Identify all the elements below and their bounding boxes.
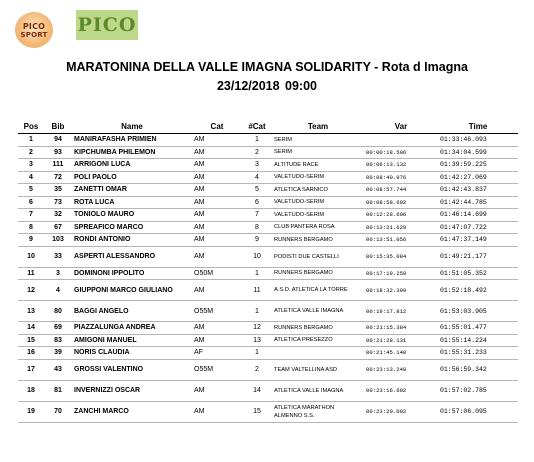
- cell-name: RONDI ANTONIO: [72, 234, 192, 247]
- cell-ncat: 15: [242, 401, 272, 422]
- cell-bib: 94: [44, 134, 72, 147]
- cell-bib: 103: [44, 234, 72, 247]
- cell-cat: O55M: [192, 359, 242, 380]
- cell-name: SPREAFICO MARCO: [72, 221, 192, 234]
- cell-bib: 67: [44, 221, 72, 234]
- cell-cat: AM: [192, 209, 242, 222]
- cell-team: ATLETICA MARATHON ALMENNO S.S.: [272, 401, 364, 422]
- cell-name: BAGGI ANGELO: [72, 301, 192, 322]
- cell-time: 01:49:21.177: [438, 246, 518, 267]
- cell-cat: AM: [192, 184, 242, 197]
- cell-name: MANIRAFASHA PRIMIEN: [72, 134, 192, 147]
- cell-time: 01:47:07.722: [438, 221, 518, 234]
- cell-time: 01:55:14.224: [438, 334, 518, 347]
- cell-cat: AM: [192, 171, 242, 184]
- cell-ncat: 2: [242, 359, 272, 380]
- cell-cat: O50M: [192, 267, 242, 280]
- cell-var: 00:19:17.812: [364, 301, 438, 322]
- cell-ncat: 5: [242, 184, 272, 197]
- cell-pos: 16: [18, 347, 44, 360]
- cell-var: 00:08:40.976: [364, 171, 438, 184]
- cell-cat: AM: [192, 221, 242, 234]
- cell-pos: 7: [18, 209, 44, 222]
- cell-team: RUNNERS BERGAMO: [272, 322, 364, 335]
- cell-bib: 73: [44, 196, 72, 209]
- header-var: Var: [364, 120, 438, 134]
- cell-var: 00:23:13.249: [364, 359, 438, 380]
- cell-ncat: 4: [242, 171, 272, 184]
- cell-team: [272, 347, 364, 360]
- cell-pos: 17: [18, 359, 44, 380]
- cell-cat: AM: [192, 159, 242, 172]
- cell-team: ATLETICA VALLE IMAGNA: [272, 301, 364, 322]
- cell-ncat: 7: [242, 209, 272, 222]
- cell-time: 01:57:02.785: [438, 380, 518, 401]
- cell-time: 01:42:43.837: [438, 184, 518, 197]
- page-title: MARATONINA DELLA VALLE IMAGNA SOLIDARITY - Rota d Imagna: [66, 60, 468, 74]
- cell-cat: O55M: [192, 301, 242, 322]
- cell-time: 01:53:03.905: [438, 301, 518, 322]
- cell-team: RUNNERS BERGAMO: [272, 234, 364, 247]
- cell-ncat: 11: [242, 280, 272, 301]
- cell-time: 01:56:59.342: [438, 359, 518, 380]
- cell-var: 00:12:28.606: [364, 209, 438, 222]
- cell-team: VALETUDO-SERIM: [272, 209, 364, 222]
- cell-ncat: 12: [242, 322, 272, 335]
- cell-bib: 70: [44, 401, 72, 422]
- table-row: [18, 380, 518, 401]
- cell-team: SERIM: [272, 134, 364, 147]
- cell-team: TEAM VALTELLINA ASD: [272, 359, 364, 380]
- header-time: Time: [438, 120, 518, 134]
- cell-var: 00:21:28.131: [364, 334, 438, 347]
- cell-pos: 12: [18, 280, 44, 301]
- cell-ncat: 13: [242, 334, 272, 347]
- cell-pos: 2: [18, 146, 44, 159]
- cell-ncat: 3: [242, 159, 272, 172]
- cell-time: 01:46:14.699: [438, 209, 518, 222]
- cell-time: 01:42:27.069: [438, 171, 518, 184]
- cell-pos: 1: [18, 134, 44, 147]
- logo-text-line2: SPORT: [20, 31, 48, 39]
- cell-name: ASPERTI ALESSANDRO: [72, 246, 192, 267]
- cell-cat: AM: [192, 322, 242, 335]
- cell-team: RUNNERS BERGAMO: [272, 267, 364, 280]
- cell-ncat: 1: [242, 347, 272, 360]
- table-row: [18, 322, 518, 335]
- cell-var: 00:06:13.132: [364, 159, 438, 172]
- cell-var: 00:15:35.084: [364, 246, 438, 267]
- cell-cat: AM: [192, 196, 242, 209]
- cell-ncat: 1: [242, 267, 272, 280]
- table-row: [18, 334, 518, 347]
- table-row: [18, 401, 518, 422]
- cell-pos: 19: [18, 401, 44, 422]
- cell-bib: 39: [44, 347, 72, 360]
- pico-logo-text: PICO: [77, 14, 137, 36]
- cell-team: VALETUDO-SERIM: [272, 196, 364, 209]
- cell-var: 00:21:15.384: [364, 322, 438, 335]
- cell-name: ARRIGONI LUCA: [72, 159, 192, 172]
- cell-team: CLUB PANTERA ROSA: [272, 221, 364, 234]
- cell-bib: 32: [44, 209, 72, 222]
- cell-cat: AM: [192, 280, 242, 301]
- cell-team: ATLETICA PRESEZZO: [272, 334, 364, 347]
- cell-ncat: 1: [242, 134, 272, 147]
- cell-name: POLI PAOLO: [72, 171, 192, 184]
- cell-var: 00:23:20.002: [364, 401, 438, 422]
- results-table: [18, 120, 518, 423]
- cell-time: 01:47:37.149: [438, 234, 518, 247]
- race-date-time: 23/12/2018 09:00: [216, 79, 317, 93]
- cell-name: ROTA LUCA: [72, 196, 192, 209]
- cell-pos: 3: [18, 159, 44, 172]
- cell-ncat: 2: [242, 146, 272, 159]
- cell-pos: 10: [18, 246, 44, 267]
- cell-time: 01:33:46.093: [438, 134, 518, 147]
- table-row: [18, 301, 518, 322]
- cell-bib: 81: [44, 380, 72, 401]
- header-cat: Cat: [192, 120, 242, 134]
- header-pos: Pos: [18, 120, 44, 134]
- cell-time: 01:55:01.477: [438, 322, 518, 335]
- table-header-row: [18, 120, 518, 134]
- header-ncat: #Cat: [242, 120, 272, 134]
- cell-pos: 8: [18, 221, 44, 234]
- table-row: [18, 246, 518, 267]
- cell-bib: 111: [44, 159, 72, 172]
- pico-sport-logo: [16, 13, 52, 47]
- cell-name: ZANETTI OMAR: [72, 184, 192, 197]
- cell-ncat: 6: [242, 196, 272, 209]
- cell-bib: 72: [44, 171, 72, 184]
- cell-name: PIAZZALUNGA ANDREA: [72, 322, 192, 335]
- cell-pos: 5: [18, 184, 44, 197]
- cell-cat: AM: [192, 134, 242, 147]
- cell-bib: 80: [44, 301, 72, 322]
- cell-name: GROSSI VALENTINO: [72, 359, 192, 380]
- cell-name: DOMINONI IPPOLITO: [72, 267, 192, 280]
- cell-ncat: 8: [242, 221, 272, 234]
- cell-bib: 35: [44, 184, 72, 197]
- table-row: [18, 171, 518, 184]
- cell-pos: 15: [18, 334, 44, 347]
- cell-pos: 13: [18, 301, 44, 322]
- cell-team: PODISTI DUE CASTELLI: [272, 246, 364, 267]
- cell-cat: AM: [192, 234, 242, 247]
- cell-name: AMIGONI MANUEL: [72, 334, 192, 347]
- logo-text-line1: PICO: [22, 22, 46, 31]
- cell-bib: 3: [44, 267, 72, 280]
- cell-var: 00:13:21.629: [364, 221, 438, 234]
- cell-pos: 18: [18, 380, 44, 401]
- table-row: [18, 221, 518, 234]
- cell-var: 00:17:19.259: [364, 267, 438, 280]
- cell-var: 00:08:58.692: [364, 196, 438, 209]
- table-row: [18, 359, 518, 380]
- cell-cat: AM: [192, 334, 242, 347]
- pico-logo: [76, 10, 138, 40]
- cell-cat: AM: [192, 246, 242, 267]
- cell-team: A.S.D. ATLETICA LA TORRE: [272, 280, 364, 301]
- table-row: [18, 196, 518, 209]
- cell-bib: 83: [44, 334, 72, 347]
- table-row: [18, 267, 518, 280]
- cell-cat: AM: [192, 401, 242, 422]
- cell-bib: 33: [44, 246, 72, 267]
- cell-time: 01:51:05.352: [438, 267, 518, 280]
- cell-name: INVERNIZZI OSCAR: [72, 380, 192, 401]
- cell-pos: 9: [18, 234, 44, 247]
- cell-var: 00:13:51.056: [364, 234, 438, 247]
- cell-time: 01:39:59.225: [438, 159, 518, 172]
- cell-pos: 14: [18, 322, 44, 335]
- cell-team: ALTITUDE RACE: [272, 159, 364, 172]
- cell-ncat: 1: [242, 301, 272, 322]
- cell-var: 00:18:32.399: [364, 280, 438, 301]
- cell-time: 01:55:31.233: [438, 347, 518, 360]
- cell-bib: 93: [44, 146, 72, 159]
- cell-bib: 43: [44, 359, 72, 380]
- cell-pos: 4: [18, 171, 44, 184]
- cell-bib: 4: [44, 280, 72, 301]
- table-row: [18, 347, 518, 360]
- table-row: [18, 234, 518, 247]
- cell-name: GIUPPONI MARCO GIULIANO: [72, 280, 192, 301]
- cell-var: 00:21:45.140: [364, 347, 438, 360]
- cell-team: ATLETICA SARNICO: [272, 184, 364, 197]
- cell-ncat: 14: [242, 380, 272, 401]
- cell-var: 00:00:18.506: [364, 146, 438, 159]
- table-row: [18, 134, 518, 147]
- cell-var: 00:08:57.744: [364, 184, 438, 197]
- cell-cat: AM: [192, 146, 242, 159]
- header-bib: Bib: [44, 120, 72, 134]
- cell-time: 01:34:04.599: [438, 146, 518, 159]
- table-row: [18, 184, 518, 197]
- cell-team: VALETUDO-SERIM: [272, 171, 364, 184]
- cell-pos: 11: [18, 267, 44, 280]
- cell-team: ATLETICA VALLE IMAGNA: [272, 380, 364, 401]
- cell-time: 01:42:44.785: [438, 196, 518, 209]
- cell-ncat: 10: [242, 246, 272, 267]
- cell-name: NORIS CLAUDIA: [72, 347, 192, 360]
- table-row: [18, 159, 518, 172]
- table-row: [18, 209, 518, 222]
- cell-name: KIPCHUMBA PHILEMON: [72, 146, 192, 159]
- cell-time: 01:57:06.095: [438, 401, 518, 422]
- cell-cat: AM: [192, 380, 242, 401]
- header-name: Name: [72, 120, 192, 134]
- cell-cat: AF: [192, 347, 242, 360]
- header-team: Team: [272, 120, 364, 134]
- table-row: [18, 146, 518, 159]
- table-row: [18, 280, 518, 301]
- cell-ncat: 9: [242, 234, 272, 247]
- cell-pos: 6: [18, 196, 44, 209]
- cell-time: 01:52:18.492: [438, 280, 518, 301]
- cell-name: TONIOLO MAURO: [72, 209, 192, 222]
- cell-team: SERIM: [272, 146, 364, 159]
- cell-var: 00:23:16.692: [364, 380, 438, 401]
- cell-bib: 69: [44, 322, 72, 335]
- cell-name: ZANCHI MARCO: [72, 401, 192, 422]
- cell-var: [364, 134, 438, 147]
